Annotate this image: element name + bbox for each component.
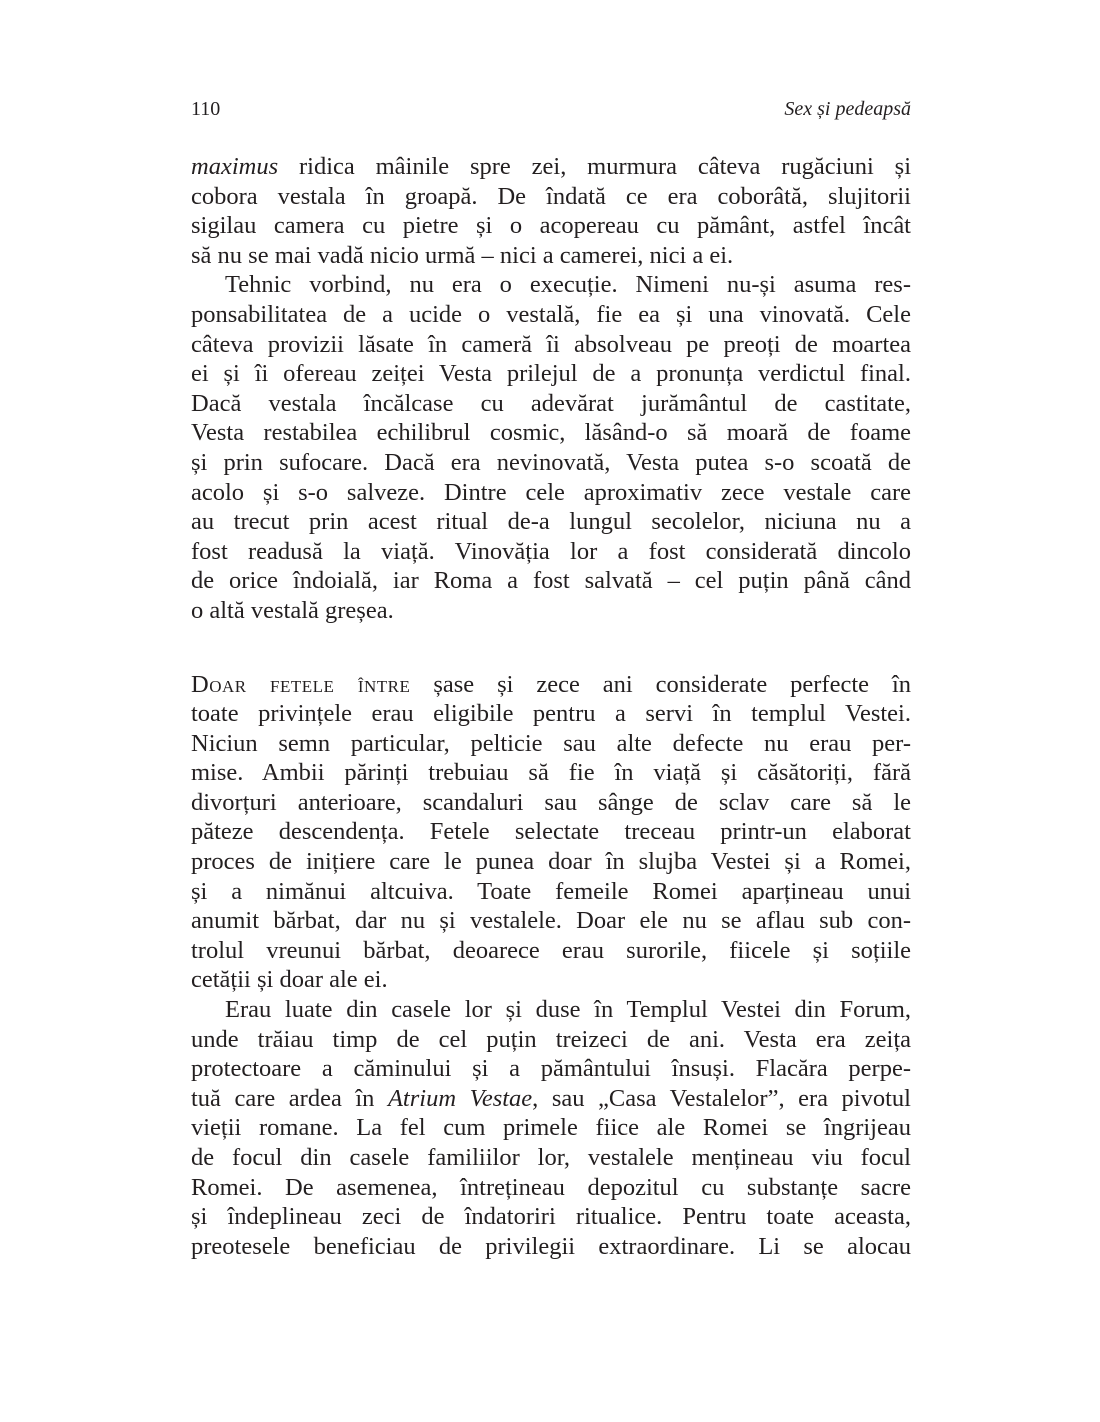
text-line: unde trăiau timp de cel puțin treizeci de ani. Vesta era zeița — [191, 1025, 911, 1053]
running-head — [191, 98, 911, 128]
text-line: cetății și doar ale ei. — [191, 966, 388, 994]
chapter-title: Sex și pedeapsă — [784, 98, 911, 120]
text-line: de focul din casele familiilor lor, vestalele mențineau viu focul — [191, 1144, 911, 1171]
text-line: divorțuri anterioare, scandaluri sau sânge de sclav care să le — [191, 788, 911, 816]
text-line: au trecut prin acest ritual de-a lungul secolelor, niciuna nu a — [191, 508, 911, 536]
text-line: cobora vestala în groapă. De îndată ce era coborâtă, slujitorii — [191, 182, 911, 210]
text-line: de orice îndoială, iar Roma a fost salvată – cel puțin până când — [191, 567, 911, 595]
paragraph — [191, 152, 911, 270]
text-line: Vesta restabilea echilibrul cosmic, lăsând-o să moară de foame — [191, 419, 911, 447]
paragraph — [191, 270, 911, 625]
text-line: vieții romane. La fel cum primele fiice ale Romei se îngrijeau — [191, 1114, 911, 1142]
text-line: acolo și s-o salveze. Dintre cele aproximativ zece vestale care — [191, 478, 911, 506]
text-line: trolul vreunui bărbat, deoarece erau surorile, fiicele și soțiile — [191, 936, 911, 964]
text-line: tuă care ardea în Atrium Vestae, sau „Casa Vestalelor”, era pivotul — [191, 1084, 911, 1112]
text-line: fost readusă la viață. Vinovăția lor a fost considerată dincolo — [191, 537, 911, 565]
text-line: Erau luate din casele lor și duse în Templul Vestei din Forum, — [225, 996, 911, 1024]
text-line: maximus ridica mâinile spre zei, murmura câteva rugăciuni și — [191, 153, 911, 180]
book-page — [191, 98, 911, 1261]
text-line: protectoare a căminului și a pământului însuși. Flacăra perpe- — [191, 1055, 911, 1083]
small-caps-lead: Doar fetele între — [191, 670, 411, 698]
paragraph — [191, 670, 911, 996]
text-line: câteva provizii lăsate în cameră îi absolveau pe preoți de moartea — [191, 330, 911, 358]
text-line: și îndeplineau zeci de îndatoriri ritualice. Pentru toate aceasta, — [191, 1203, 911, 1231]
text-line: o altă vestală greșea. — [191, 596, 394, 624]
text-line: și prin sufocare. Dacă era nevinovată, Vesta putea s-o scoată de — [191, 448, 911, 476]
text-line: Dacă vestala încălcase cu adevărat jurământul de castitate, — [191, 389, 911, 417]
italic-term: maximus — [191, 153, 279, 180]
text-line: preotesele beneficiau de privilegii extraordinare. Li se alocau — [191, 1232, 911, 1260]
section-break — [191, 626, 911, 670]
text-line: să nu se mai vadă nicio urmă – nici a camerei, nici a ei. — [191, 241, 734, 269]
text-line: păteze descendența. Fetele selectate treceau printr-un elaborat — [191, 818, 911, 846]
text-line: ei și îi ofereau zeiței Vesta prilejul de a pronunța verdictul final. — [191, 360, 911, 388]
text-line: anumit bărbat, dar nu și vestalele. Doar ele nu se aflau sub con- — [191, 907, 911, 935]
text-line: proces de inițiere care le punea doar în slujba Vestei și a Romei, — [191, 848, 911, 876]
text-line: Doar fetele între șase și zece ani considerate perfecte în — [191, 670, 911, 698]
text-line: Niciun semn particular, pelticie sau alte defecte nu erau per- — [191, 729, 911, 757]
text-line: sigilau camera cu pietre și o acopereau cu pământ, astfel încât — [191, 212, 911, 240]
text-line: toate privințele erau eligibile pentru a servi în templul Vestei. — [191, 700, 911, 728]
page-number: 110 — [191, 98, 221, 120]
paragraph — [191, 995, 911, 1261]
text-line: mise. Ambii părinți trebuiau să fie în viață și căsătoriți, fără — [191, 759, 911, 787]
text-line: Romei. De asemenea, întrețineau depozitul cu substanțe sacre — [191, 1173, 911, 1201]
text-line: și a nimănui altcuiva. Toate femeile Romei aparțineau unui — [191, 877, 911, 905]
text-line: ponsabilitatea de a ucide o vestală, fie ea și una vinovată. Cele — [191, 300, 911, 328]
text-line: Tehnic vorbind, nu era o execuție. Nimeni nu-și asuma res- — [225, 271, 911, 299]
italic-term: Atrium Vestae — [387, 1084, 533, 1112]
